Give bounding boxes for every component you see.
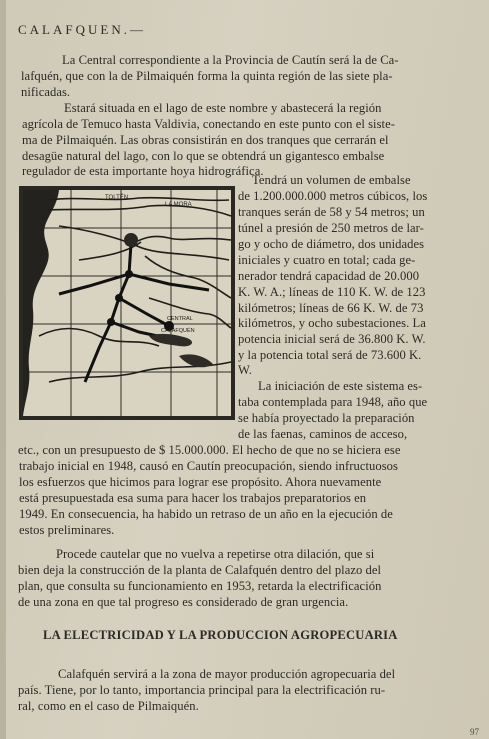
text-line: Estará situada en el lago de este nombre y abastecerá la región — [64, 101, 382, 115]
text-line: ral, como en el caso de Pilmaiquén. — [18, 699, 199, 713]
text-line: Calafquén servirá a la zona de mayor producción agropecuaria del — [58, 667, 396, 681]
text-line: y la potencia total será de 73.600 K. — [238, 348, 422, 362]
text-line: etc., con un presupuesto de $ 15.000.000. El hecho de que no se hiciera ese — [18, 443, 401, 457]
text-line: está presupuestada esa suma para hacer los trabajos preparatorios en — [19, 491, 367, 505]
text-line: túnel a presión de 250 metros de lar- — [238, 221, 424, 235]
text-line: go y ocho de diámetro, dos unidades — [238, 237, 425, 251]
page-heading: CALAFQUEN.— — [18, 22, 146, 37]
text-line: se había proyectado la preparación — [238, 411, 415, 425]
section-title: LA ELECTRICIDAD Y LA PRODUCCION AGROPECUARIA — [43, 628, 398, 642]
text-line: kilómetros; líneas de 66 K. W. de 73 — [238, 301, 424, 315]
text-line: iniciales y cuatro en total; cada ge- — [238, 253, 416, 267]
temuco-node — [124, 233, 138, 247]
text-line: nificadas. — [21, 85, 71, 99]
text-line: potencia inicial será de 36.800 K. W. — [238, 332, 426, 346]
binding-edge — [0, 0, 6, 739]
text-line: 1949. En consecuencia, ha habido un retraso de un año en la ejecución de — [19, 507, 393, 521]
text-line: tranques serán de 58 y 54 metros; un — [238, 205, 425, 219]
text-line: La iniciación de este sistema es- — [258, 379, 423, 393]
text-line: nerador tendrá capacidad de 20.000 — [238, 269, 420, 283]
text-line: desagüe natural del lago, con lo que se obtendrá un gigantesco embalse — [22, 149, 385, 163]
text-line: plan, que consulta su funcionamiento en 1953, retarda la electrificación — [18, 579, 382, 593]
text-line: Tendrá un volumen de embalse — [252, 173, 411, 187]
text-line: taba contemplada para 1948, año que — [238, 395, 428, 409]
text-line: de 1.200.000.000 metros cúbicos, los — [238, 189, 428, 203]
text-line: Procede cautelar que no vuelva a repetirse otra dilación, que si — [56, 547, 375, 561]
text-line: los esfuerzos que hicimos para lograr ese propósito. Ahora nuevamente — [19, 475, 382, 489]
text-line: bien deja la construcción de la planta de Calafquén dentro del plazo del — [18, 563, 382, 577]
region-map — [19, 186, 235, 420]
text-line: de las faenas, caminos de acceso, — [238, 427, 408, 441]
text-line: trabajo inicial en 1948, causó en Cautín preocupación, siendo infructuosos — [19, 459, 398, 473]
text-line: país. Tiene, por lo tanto, importancia principal para la electrificación ru- — [18, 683, 386, 697]
map-label-calafquen: CALAFQUÉN — [161, 328, 195, 334]
text-line: estos preliminares. — [19, 523, 115, 537]
map-label-central: CENTRAL — [167, 316, 193, 322]
text-line: K. W. A.; líneas de 110 K. W. de 123 — [238, 285, 426, 299]
text-line: kilómetros, y ocho subestaciones. La — [238, 316, 426, 330]
text-line: lafquén, que con la de Pilmaiquén forma la quinta región de las siete pla- — [21, 69, 393, 83]
text-line: regulador de esta importante hoya hidrográfica. — [22, 164, 264, 178]
text-line: W. — [238, 363, 252, 377]
text-line: de una zona en que tal progreso es considerado de gran urgencia. — [18, 595, 349, 609]
text-line: La Central correspondiente a la Provincia de Cautín será la de Ca- — [62, 53, 399, 67]
page-number: 97 — [470, 727, 479, 737]
map-label-tolten: TOLTÉN — [105, 195, 129, 201]
text-line: agrícola de Temuco hasta Valdivia, conectando en este punto con el siste- — [22, 117, 395, 131]
map-label-la-mora: LA MORA — [165, 202, 192, 208]
text-line: ma de Pilmaiquén. Las obras consistirán en dos tranques que cerrarán el — [22, 133, 389, 147]
